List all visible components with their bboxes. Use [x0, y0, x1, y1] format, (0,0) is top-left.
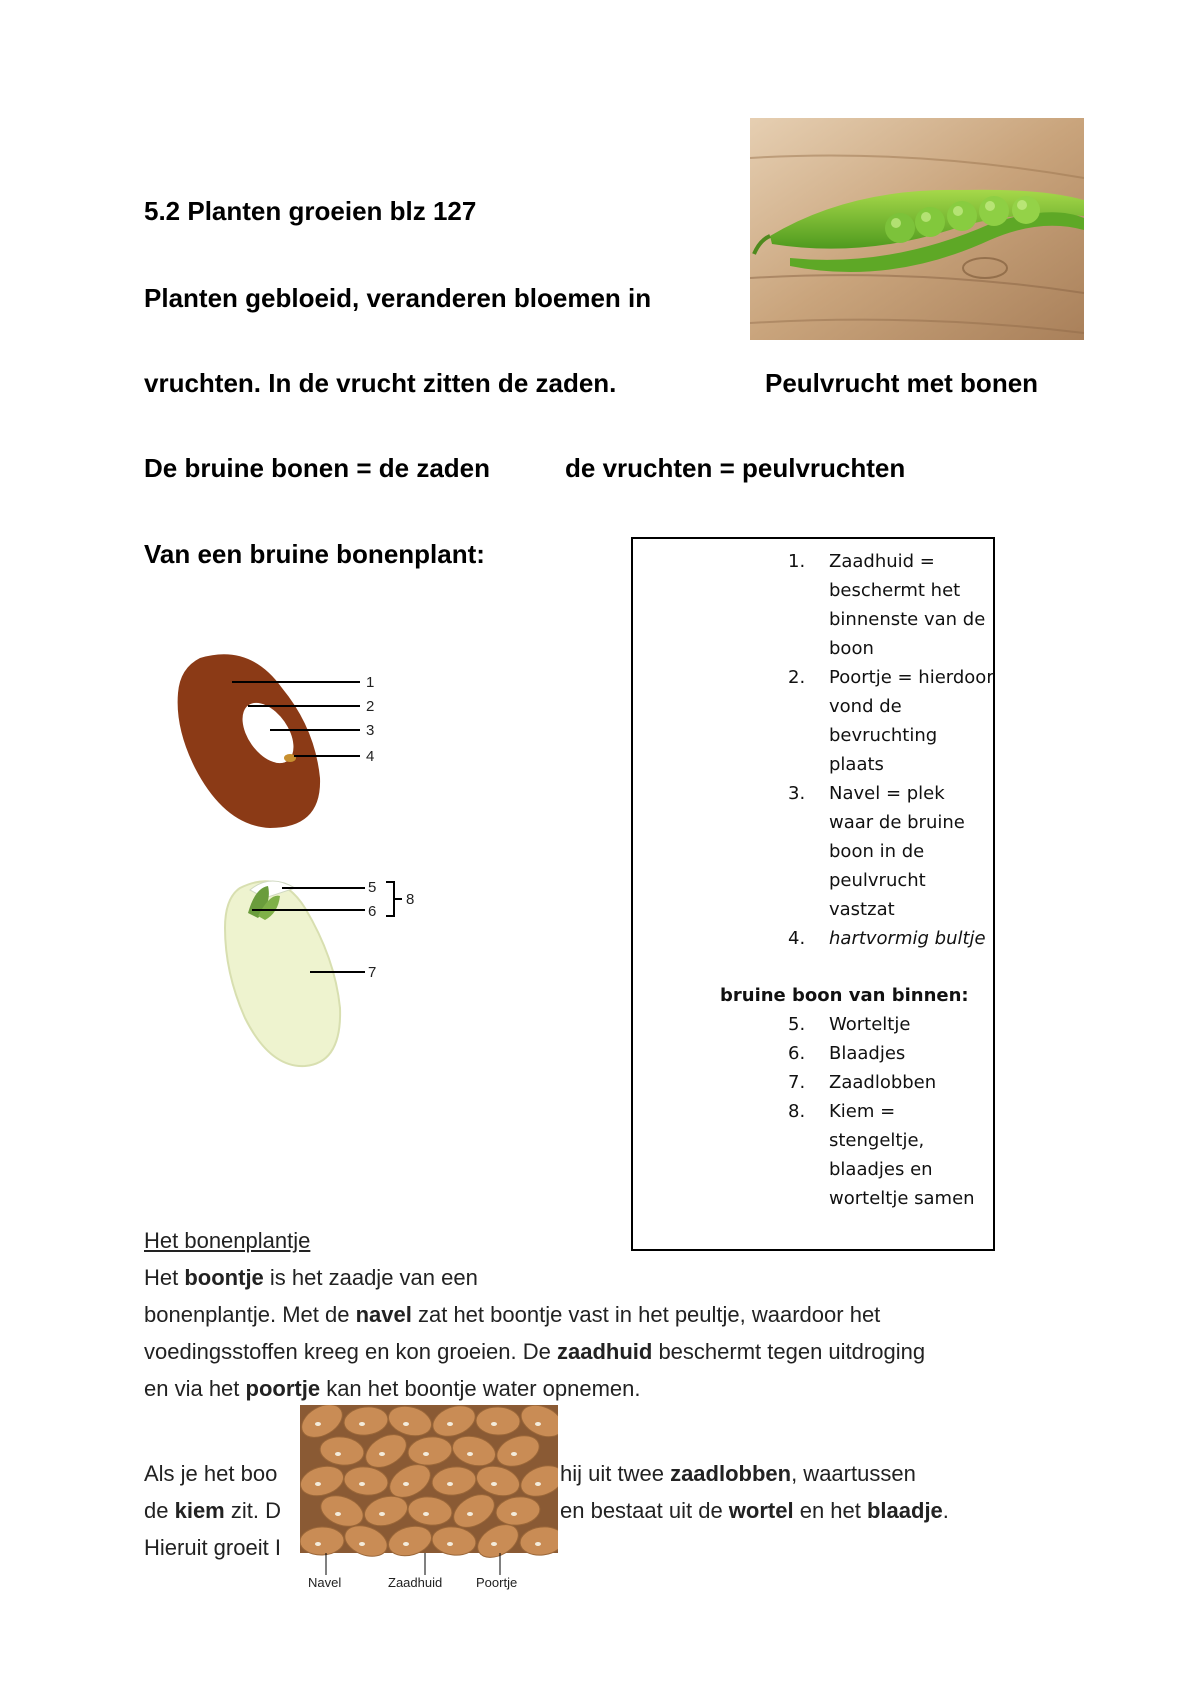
- paragraph-line: en bestaat uit de wortel en het blaadje.: [560, 1498, 949, 1523]
- paragraph-line: Hieruit groeit I: [144, 1535, 281, 1560]
- legend-outer-list: [633, 547, 993, 953]
- brown-beans-photo: [300, 1405, 558, 1590]
- seed-label-7: 7: [368, 964, 377, 981]
- bean-label-1: 1: [366, 674, 375, 691]
- bean-hilum-spot: [423, 1452, 429, 1456]
- bean-label-3: 3: [366, 722, 375, 739]
- paragraph-line: Als je het boo: [144, 1461, 278, 1486]
- legend-inner-list: [633, 1010, 993, 1213]
- bean-hilum-spot: [403, 1542, 409, 1546]
- paragraph-line: hij uit twee zaadlobben, waartussen: [560, 1461, 916, 1486]
- bean-hilum-spot: [535, 1482, 541, 1486]
- legend-item: 1. Zaadhuid = beschermt het binnenste van de boon: [788, 551, 986, 659]
- legend-subheading: bruine boon van binnen:: [720, 985, 969, 1006]
- bean-hilum-spot: [511, 1452, 517, 1456]
- bean-hilum-spot: [491, 1422, 497, 1426]
- bean-hilum-spot: [379, 1512, 385, 1516]
- photo-label-poortje: Poortje: [476, 1575, 518, 1590]
- bean-inside-diagram: [210, 868, 430, 1078]
- bean-hilum-spot: [535, 1422, 541, 1426]
- legend-item: 7. Zaadlobben: [788, 1072, 937, 1093]
- section-title: Het bonenplantje: [144, 1228, 311, 1253]
- bean-hilum-spot: [423, 1512, 429, 1516]
- bean-hilum-spot: [359, 1482, 365, 1486]
- legend-item: 5. Worteltje: [788, 1014, 911, 1035]
- bean-outer-shape: [178, 654, 320, 828]
- intro-line-2: vruchten. In de vrucht zitten de zaden.: [144, 368, 617, 398]
- bean-hilum-spot: [491, 1482, 497, 1486]
- paragraph-line: voedingsstoffen kreeg en kon groeien. De zaadhuid beschermt tegen uitdroging: [144, 1339, 926, 1364]
- intro-line-3-left: De bruine bonen = de zaden: [144, 453, 490, 483]
- bean-hilum-spot: [467, 1452, 473, 1456]
- bean-hilum-spot: [359, 1542, 365, 1546]
- bean-hilum-spot: [447, 1542, 453, 1546]
- bean-hilum-spot: [403, 1482, 409, 1486]
- bean-hilum-spot: [535, 1542, 541, 1546]
- bean-hilum-spot: [335, 1452, 341, 1456]
- paragraph-line: en via het poortje kan het boontje water opnemen.: [144, 1376, 641, 1401]
- intro-line-4: Van een bruine bonenplant:: [144, 539, 485, 569]
- paragraph-line: bonenplantje. Met de navel zat het boontje vast in het peultje, waardoor het: [144, 1302, 881, 1327]
- brown-bean-diagram: [170, 648, 410, 838]
- legend-item: 4. hartvormig bultje: [788, 928, 986, 949]
- seed-label-6: 6: [368, 903, 377, 920]
- bean-hilum-spot: [467, 1512, 473, 1516]
- pod-caption: Peulvrucht met bonen: [765, 368, 1039, 398]
- photo-label-navel: Navel: [308, 1575, 342, 1590]
- legend-box: [631, 537, 995, 1251]
- seed-label-8: 8: [406, 891, 415, 908]
- bean-hilum-spot: [315, 1542, 321, 1546]
- seed-label-5: 5: [368, 879, 377, 896]
- intro-line-3-right: de vruchten = peulvruchten: [565, 453, 906, 483]
- bean-label-4: 4: [366, 748, 375, 765]
- bean-hilum-spot: [447, 1422, 453, 1426]
- bean-hilum-spot: [447, 1482, 453, 1486]
- intro-line-1: Planten gebloeid, veranderen bloemen in: [144, 283, 652, 313]
- pea-pod-photo: [750, 118, 1084, 340]
- bean-label-2: 2: [366, 698, 375, 715]
- legend-item: 3. Navel = plek waar de bruine boon in de peulvrucht vastzat: [788, 783, 965, 920]
- legend-item: 8. Kiem = stengeltje, blaadjes en worteltje samen: [788, 1101, 975, 1209]
- bean-hilum-spot: [511, 1512, 517, 1516]
- bean-hilum-spot: [315, 1422, 321, 1426]
- bean-hilum-spot: [403, 1422, 409, 1426]
- bean-hilum-spot: [359, 1422, 365, 1426]
- paragraph-line: de kiem zit. D: [144, 1498, 281, 1523]
- legend-item: 6. Blaadjes: [788, 1043, 906, 1064]
- bean-hilum-spot: [379, 1452, 385, 1456]
- page-title: 5.2 Planten groeien blz 127: [144, 196, 477, 226]
- bean-hilum-spot: [315, 1482, 321, 1486]
- photo-label-zaadhuid: Zaadhuid: [388, 1575, 443, 1590]
- legend-item: 2. Poortje = hierdoor vond de bevruchting plaats: [788, 667, 994, 775]
- paragraph-line: Het boontje is het zaadje van een: [144, 1265, 478, 1290]
- bean-hilum-spot: [335, 1512, 341, 1516]
- bean-hilum-spot: [491, 1542, 497, 1546]
